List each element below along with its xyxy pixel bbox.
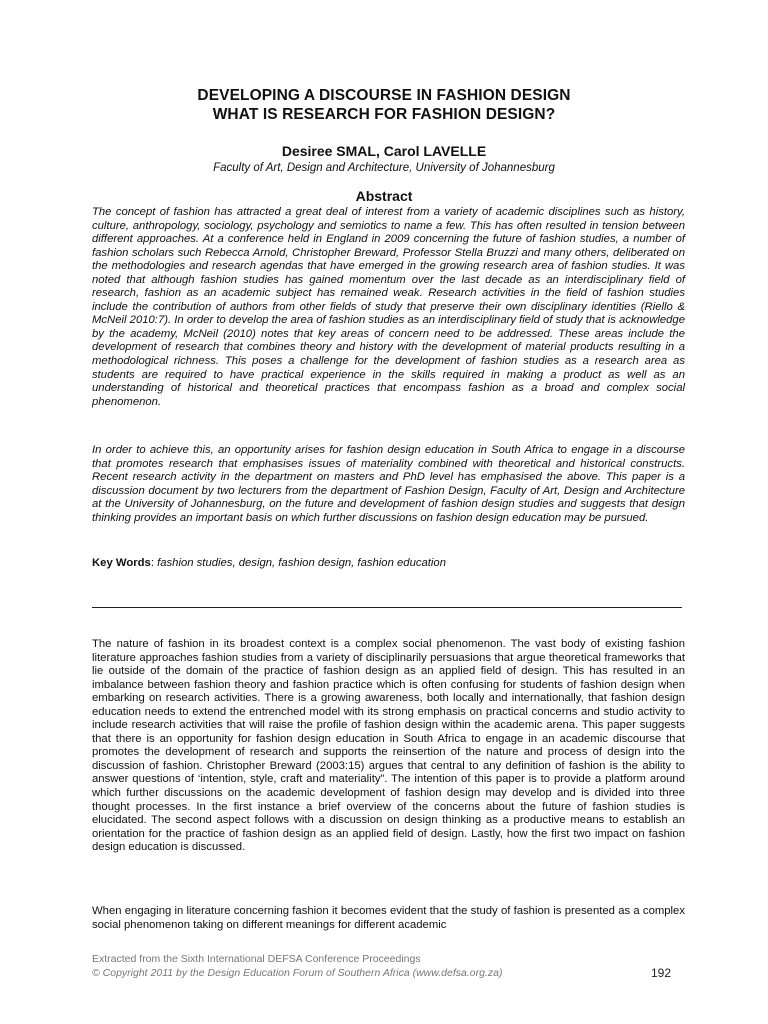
keywords-label: Key Words: [92,557,158,569]
abstract-paragraph-2: In order to achieve this, an opportunity arises for fashion design education in South Africa to engage in a discourse that promotes research that emphasises issues of materiality combined with theoretical and historical constructs. Recent research activity in the department on masters and PhD level has emphasised the above. This paper is a discussion document by two lecturers from the department of Fashion Design, Faculty of Art, Design and Architecture at the University of Johannesburg, on the future and development of fashion design studies and suggests that design thinking provides an important basis on which further discussions on fashion design education may be pursued. [92,444,685,524]
abstract-paragraph-1: The concept of fashion has attracted a great deal of interest from a variety of academic disciplines such as history, culture, anthropology, sociology, psychology and semiotics to name a few. This has often resulted in tension between different approaches. At a conference held in England in 2009 concerning the future of fashion studies, a number of fashion scholars such Rebecca Arnold, Christopher Breward, Professor Stella Bruzzi and many others, deliberated on the methodologies and research agendas that have emerged in the growing research area of fashion studies. It was noted that although fashion studies has gained momentum over the last decade as an interdisciplinary field of research, fashion as an academic subject has remained weak. Research activities in the field of fashion studies include the contribution of authors from other fields of study that preserve their own disciplinary identities (Riello & McNeil 2010:7). In order to develop the area of fashion studies as an interdisciplinary field of study that is acknowledge by the academy, McNeil (2010) notes that key areas of concern need to be addressed. These areas include the development of research that combines theory and history with the development of material products resulting in a methodological richness. This poses a challenge for the development of fashion studies as a research area as students are required to have practical experience in the skills required in making a product as well as an understanding of historical and theoretical practices that encompass fashion as a broad and complex social phenomenon. [92,206,685,408]
author-affiliation: Faculty of Art, Design and Architecture, University of Johannesburg [213,162,555,174]
body-paragraph-1: The nature of fashion in its broadest context is a complex social phenomenon. The vast body of existing fashion literature approaches fashion studies from a variety of disciplinarily persuasions that argue theoretical frameworks that lie outside of the domain of the practice of fashion design as an applied field of design. This has resulted in an imbalance between fashion theory and fashion practice which is often confusing for students of fashion design when embarking on research activities. There is a growing awareness, both locally and internationally, that fashion design education needs to extend the entrenched model with its strong emphasis on practical concerns and studio activity to include research activities that will raise the profile of fashion design within the academic arena. This paper suggests that there is an opportunity for fashion design education in South Africa to engage in an academic discourse that promotes the development of research and supports the reinsertion of the nature and process of design into the discussion of fashion. Christopher Breward (2003:15) argues that central to any definition of fashion is the ability to answer questions of ‘intention, style, craft and materiality”. The intention of this paper is to provide a platform around which further discussions on the academic development of fashion design may develop and is divided into three thought processes. In the first instance a brief overview of the concerns about the future of fashion studies is elucidated. The second aspect follows with a discussion on design thinking as a productive means to establish an orientation for the practice of fashion design as an applied field of design. Lastly, how the first two impact on fashion design education is discussed. [92,638,685,854]
keywords [92,556,685,570]
footer-proceedings: Extracted from the Sixth International DEFSA Conference Proceedings [92,953,421,965]
paper-title-line-1: DEVELOPING A DISCOURSE IN FASHION DESIGN [197,87,571,104]
section-divider [92,607,682,608]
footer-copyright: © Copyright 2011 by the Design Education Forum of Southern Africa (www.defsa.org.za) [92,967,503,979]
body-paragraph-2: When engaging in literature concerning fashion it becomes evident that the study of fashion is presented as a complex social phenomenon taking on different meanings for different academic [92,905,685,931]
author-names: Desiree SMAL, Carol LAVELLE [281,143,487,159]
page-number: 192 [651,966,672,980]
abstract-heading: Abstract [355,188,413,204]
keywords-list: fashion studies, design, fashion design, fashion education [157,557,446,569]
paper-title-line-2: WHAT IS RESEARCH FOR FASHION DESIGN? [212,106,556,123]
